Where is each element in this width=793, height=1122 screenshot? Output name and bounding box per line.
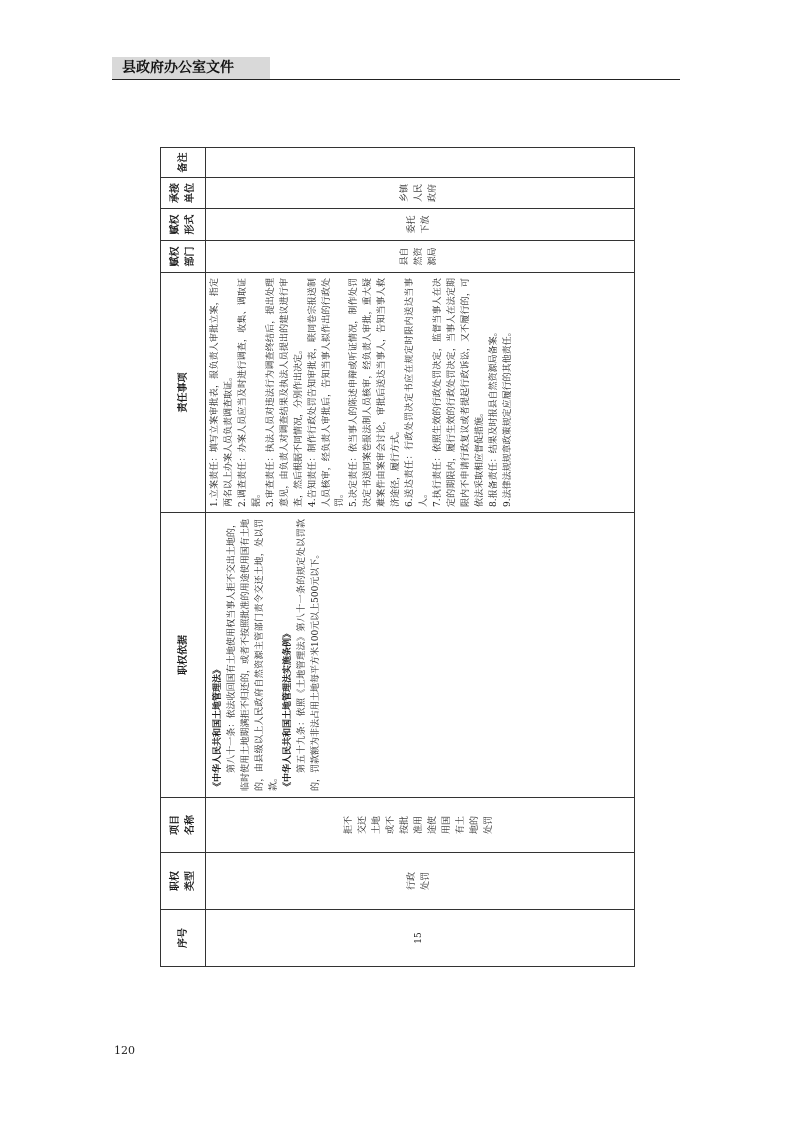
duty-item: 7.执行责任：依照生效的行政处罚决定，监督当事人在决定的期限内，履行生效的行政处罚决定，当事人在法定期限内不申请行政复议或者提起行政诉讼，又不履行的，可依法采取相应督促措施。 <box>433 278 485 507</box>
col-header-name <box>161 798 206 853</box>
law-2-text: 第五十九条：依照《土地管理法》第八十一条的规定处以罚款的，罚款额为非法占用土地每平方米100元以上500元以下。 <box>296 519 321 791</box>
item-name-line: 交还 <box>358 816 369 835</box>
document-header-title: 县政府办公室文件 <box>122 60 234 76</box>
item-name-line: 拒不 <box>344 816 355 835</box>
item-name-line: 用国 <box>441 816 452 835</box>
item-name-line: 按批 <box>400 816 411 835</box>
cell-responsibilities <box>206 273 635 513</box>
dept-line: 然资 <box>414 247 425 266</box>
item-name-line: 准用 <box>414 816 425 835</box>
cell-receiving-unit <box>206 178 635 209</box>
col-header-type <box>161 853 206 910</box>
header-row <box>161 148 206 967</box>
page-number: 120 <box>114 1044 135 1057</box>
cell-legal-basis <box>206 513 635 798</box>
duty-item: 2.调查责任：办案人员应当及时进行调查，收集、调取证据。 <box>237 278 262 507</box>
col-header-seq: 序号 <box>161 910 206 967</box>
cell-type-line-2: 处罚 <box>421 872 431 891</box>
duty-item: 1.立案责任：填写立案审批表，报负责人审批立案，指定两名以上办案人员负责调查取证。 <box>210 278 234 507</box>
col-header-dept <box>161 241 206 273</box>
unit-line: 乡镇 <box>400 184 411 203</box>
duty-list-table <box>160 147 635 967</box>
duty-item: 5.决定责任：依当事人的陈述申辩或听证情况，制作处罚决定书送同案卷报法制人员核审，经负责人审批，重大疑难案件由案审会讨论，审批后送达当事人，告知当事人救济途径，履行方式。 <box>349 278 402 507</box>
form-line: 委托 <box>407 215 418 234</box>
col-header-unit <box>161 178 206 209</box>
cell-seq: 15 <box>206 910 635 967</box>
col-header-unit-line-1: 承接 <box>170 183 181 203</box>
cell-authorization-form <box>206 209 635 241</box>
col-header-basis: 职权依据 <box>161 513 206 798</box>
duty-item: 4.告知责任：制作行政处罚告知审批表，联同卷宗报送制人员核审，经负责人审批后，告知当事人拟作出的行政处罚。 <box>307 278 346 507</box>
unit-line: 人民 <box>414 184 425 203</box>
item-name-line: 处罚 <box>483 816 494 835</box>
duty-item: 6.送达责任：行政处罚决定书应在规定时限内送达当事人。 <box>405 278 430 507</box>
table-row <box>206 148 635 967</box>
col-header-form-line-1: 赋权 <box>170 214 181 235</box>
col-header-dept-line-1: 赋权 <box>170 246 181 267</box>
item-name-line: 土地 <box>372 816 383 835</box>
header-rule <box>112 79 680 80</box>
col-header-form-line-2: 形式 <box>185 214 196 235</box>
dept-line: 县自 <box>400 247 411 266</box>
law-2-title: 《中华人民共和国土地管理法实施条例》 <box>282 628 293 791</box>
col-header-remark: 备注 <box>161 148 206 178</box>
dept-line: 源局 <box>427 247 438 266</box>
duty-item: 9.法律法规规章政策规定应履行的其他责任。 <box>502 327 513 507</box>
item-name-line: 途使 <box>427 816 438 835</box>
form-line: 下放 <box>421 215 431 234</box>
cell-authorizing-dept <box>206 241 635 273</box>
col-header-form <box>161 209 206 241</box>
cell-remark <box>206 148 635 178</box>
col-header-duties: 责任事项 <box>161 273 206 513</box>
rotated-table-container <box>160 148 635 967</box>
cell-type-line-1: 行政 <box>407 872 418 891</box>
item-name-line: 地的 <box>469 816 480 835</box>
unit-line: 政府 <box>427 184 438 203</box>
col-header-name-line-1: 项目 <box>170 815 181 835</box>
item-name-line: 或不 <box>386 816 397 835</box>
duty-item: 3.审查责任：执法人员对违法行为调查终结后，提出处理意见，由负责人对调查结果及执法人员提出的建议进行审查，然后根据不同情况，分别作出决定。 <box>265 278 304 507</box>
cell-item-name <box>206 798 635 853</box>
item-name-line: 有土 <box>455 816 466 835</box>
col-header-unit-line-2: 单位 <box>185 183 196 203</box>
law-1-text: 第八十一条：依法收回国有土地使用权当事人拒不交出土地的，临时使用土地期满拒不归还的，或者不按照批准的用途使用国有土地的，由县级以上人民政府自然资源主管部门责令交还土地，处以罚款。 <box>226 519 279 791</box>
col-header-name-line-2: 名称 <box>185 815 196 835</box>
law-1-title: 《中华人民共和国土地管理法》 <box>213 664 223 791</box>
col-header-dept-line-2: 部门 <box>185 246 196 267</box>
col-header-type-line-2: 类型 <box>185 871 196 891</box>
col-header-type-line-1: 职权 <box>170 871 181 891</box>
duty-item: 8.报备责任：结果及时报县自然资源局备案。 <box>488 327 499 507</box>
cell-type <box>206 853 635 910</box>
